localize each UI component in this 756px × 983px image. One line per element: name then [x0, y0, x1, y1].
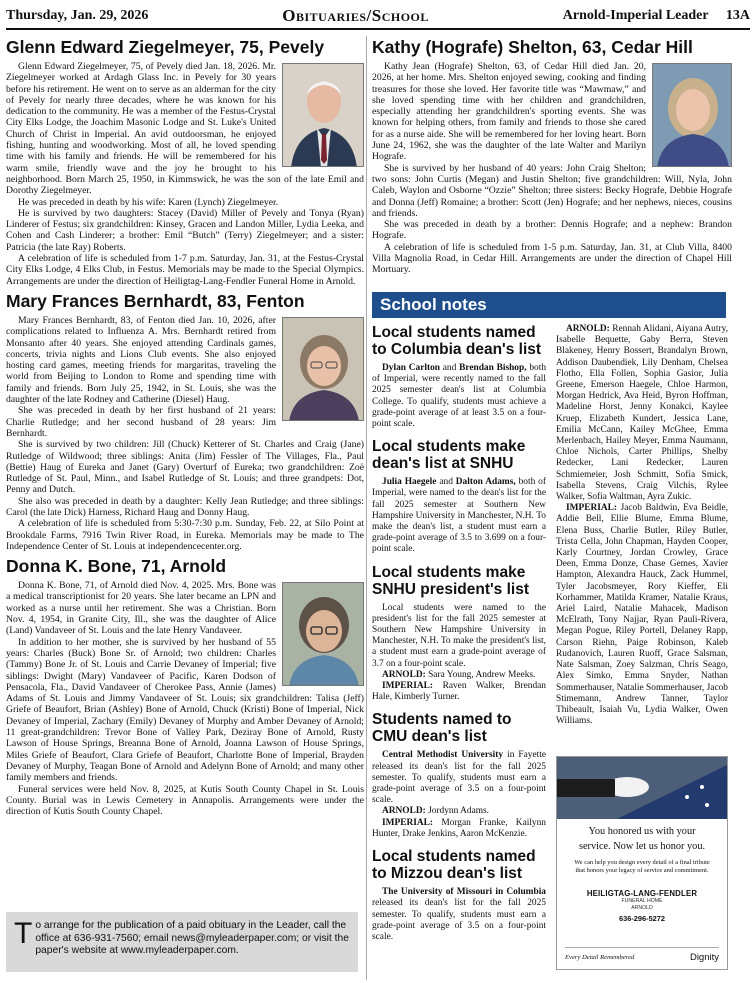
obituary-headline: Mary Frances Bernhardt, 83, Fenton [6, 290, 305, 311]
obituary-headline: Donna K. Bone, 71, Arnold [6, 556, 227, 577]
school-note-paragraph [556, 324, 728, 503]
text-run: Jordynn Adams. [425, 806, 490, 817]
bold-name: Brendan Bishop, [459, 363, 527, 373]
school-note-headline: Local students named to Mizzou dean's list [372, 848, 536, 883]
obituary-paragraph: She was preceded in death by her first husband of 21 years: Charlie Rutledge; and her second husband of 28 years: Jim Bernhardt. [6, 405, 276, 439]
section-title: Obituaries/School [282, 6, 429, 25]
school-notes-banner: School notes [372, 292, 726, 318]
bold-name: The University of Missouri in Columbia [382, 887, 546, 898]
text-run: Rennah Alidani, Aiyana Autry, Isabelle Bequette, Gaby Berra, Steven Blakeney, Henry Bossert, Brandalyn Brown, Addison Daubendiek, Lily Denham, Chelsea Flotho, Ella Follen, Sophia Gasior, Julia Greene, Emerson Haegele, Chloe Harmon, Morgan Hedrick, Ava Heid, Byron Hoffman, Madeline Horst, Jenny Konakci, Kaylee Kruep, Elizabeth Kundert, Jessica Lane, Emilia McCann, Kailey McGhee, Emma Merlenbach, Hailey Meyer, Emma Naumann, Chloe Nichols, Carter Phillips, Shelby Redecker, Lani Redecker, Lauren Schmiemeier, Josh Schmitt, Sofia Smick, Isabella Stevens, Craig Vilchis, Rylee Walker, Sofia Waltman, Ayra Zukic. [556, 324, 728, 503]
obituary-notice-box [6, 912, 358, 972]
ad-footer [565, 947, 719, 963]
page-header [6, 4, 750, 30]
woman-portrait-icon [653, 64, 732, 167]
bold-name: Central Methodist University [382, 750, 504, 761]
school-note-headline: Local students make SNHU president's list [372, 563, 529, 598]
ad-headline-2: service. Now let us honor you. [578, 841, 706, 852]
text-run: released its dean's list for the fall 2025 semester. To qualify, students must earn a grade-point average of 3.5 on a four-point scale. [372, 898, 546, 942]
obituaries-left-column [6, 34, 364, 817]
school-note-headline: Local students named to Columbia dean's list [372, 324, 542, 358]
portrait-photo [282, 317, 364, 421]
phone-number: 636-296-5272 [618, 914, 666, 924]
obituary-shelton [372, 37, 732, 276]
text-run: both of Imperial, were named to the dean's list for the fall 2025 semester at Southern New Hampshire University in Manchester, N.H. To make the dean's list, a student must earn a grade-point average of 3.5 to 3.699 on a four-point scale. [372, 477, 546, 555]
obituary-bernhardt [6, 291, 364, 552]
school-note [372, 848, 546, 943]
notice-drop-cap: T [14, 917, 33, 950]
school-note [372, 324, 546, 430]
school-note-paragraph: Local students were named to the president's list for the fall 2025 semester at Southern New Hampshire University in Manchester, N.H. To make the president's list, a student must earn a grade-point average of 3.7 on a four-point scale. [372, 602, 546, 669]
dignity-logo: Dignity [689, 952, 719, 963]
woman-portrait-icon [283, 318, 364, 421]
portrait-photo [282, 63, 364, 167]
school-note-paragraph [372, 887, 546, 943]
obituary-paragraph: A celebration of life is scheduled from 1-5 p.m. Saturday, Jan. 31, at Club Villa, 8400 Villa Magnolia Road, in Cedar Hill. Arrangements are under the direction of Chapel Hill Mortuary. [372, 241, 732, 276]
school-note-paragraph [372, 670, 546, 681]
issue-date: Thursday, Jan. 29, 2026 [6, 8, 149, 23]
man-portrait-icon [283, 64, 364, 167]
text-run: Raven Walker, Brendan Hale, Kimberly Turner. [372, 681, 546, 703]
school-note-paragraph [372, 750, 546, 806]
obituary-ziegelmeyer [6, 37, 364, 287]
obituary-bone [6, 556, 364, 817]
obituary-paragraph: Mary Frances Bernhardt, 83, of Fenton died Jan. 10, 2026, after complications related to Influenza A. Mrs. Bernhardt retired from Monsanto after 40 years. She enjoyed attending Cardinals games, concerts, trivia nights and Lions Club events. She also enjoyed hosting card games, meeting friends for margaritas, traveling the world from Beijing to London to Rome and spending time with family and friends. Born July 25, 1942, in St. Louis, she was the daughter of the late Rodney and Catherine (Diesel) Haug. [6, 314, 276, 406]
obituary-paragraph: She is survived by her husband of 40 years: John Craig Shelton; two sons: John Curtis (Megan) and Justin Shelton; five grandchildren: Will, Nyla, John Caleb, Waylon and Osborne “Ozzie” Shelton; three sisters: Becky Hografe, Debbie Hografe and Donna (Jeff) Romaine; a brother: Scott (Jen) Hografe; and her nephews, nieces, cousins and friends. [372, 162, 732, 219]
text-run: and [436, 477, 456, 488]
text-run: both of Imperial, were recently named to the fall 2025 semester dean's list at Columbia College. To qualify, students must achieve a grade-point average of at least 3.5 on a four-point scale. [372, 363, 547, 430]
obituaries-right-column [372, 34, 732, 276]
obituary-paragraph: Funeral services were held Nov. 8, 2025, at Kutis South County Chapel in St. Louis County. Burial was in Lewis Cemetery in Annapolis. Arrangements were under the direction of Kutis South County Chapel. [6, 783, 364, 818]
obituary-paragraph: She is survived by two children: Jill (Chuck) Ketterer of St. Charles and Craig (Jane) Rutledge of Wildwood; three siblings: Anita (Jim) Fessler of The Villages, Fla., Paul (Bettie) Haug of Eureka and Janet (Gary) Overturf of Eureka; two grandchildren: Zoë Rutledge of St. Paul, Minn., and Isabel Rutledge of St. Louis; and three grandpets: Dot, Penny and Dutch. [6, 439, 364, 496]
text-run: and [439, 363, 460, 373]
text-run: in Fayette released its dean's list for the fall 2025 semester. To qualify, students must earn a grade-point average of 3.5 on a four-point scale. [372, 750, 546, 806]
text-run: Morgan Franke, Kailynn Hunter, Drake Jenkins, Aaron McKenzie. [372, 817, 546, 839]
bold-name: Dylan Carlton [382, 363, 440, 373]
bold-town: IMPERIAL: [566, 503, 618, 514]
logo-location: ARNOLD [631, 905, 653, 912]
school-notes-column-b [556, 324, 728, 727]
bold-town: ARNOLD: [382, 806, 426, 817]
bold-town: ARNOLD: [566, 324, 610, 334]
school-note-paragraph [372, 363, 546, 430]
obituary-paragraph: He was preceded in death by his wife: Karen (Lynch) Ziegelmeyer. [18, 196, 279, 208]
school-note [372, 564, 546, 704]
obituary-paragraph: He is survived by two daughters: Stacey (David) Miller of Pevely and Tonya (Ryan) Linderer of Festus; six grandchildren: Kinsey, Gracen and Landon Miller, Lydia Leeka, and Cohen and Cash Linderer; a brother: Emil “Butch” (Terry) Ziegelmeyer; and a sister: Patricia (the late Ray) Roberts. [6, 207, 364, 253]
obituary-headline: Kathy (Hografe) Shelton, 63, Cedar Hill [372, 37, 693, 57]
column-divider [366, 36, 367, 980]
obituary-paragraph: She was preceded in death by a brother: Dennis Hografe; and a nephew: Brandon Hografe. [372, 219, 732, 242]
bold-name: Dalton Adams, [455, 477, 516, 488]
ad-headline-1: You honored us with your [588, 826, 696, 837]
bold-name: Julia Haegele [382, 477, 437, 488]
obituary-paragraph: She also was preceded in death by a daughter: Kelly Jean Rutledge; and three siblings: Carol (the late Dick) Harness, Richard Haug and Donny Haug. [6, 495, 364, 518]
text-run: Jacob Baldwin, Eva Beidle, Addie Bell, Ellie Blume, Emma Blume, Elena Buss, Charlie Butler, Riley Butler, Trista Cella, John Chapman, Hayden Cooper, Karly Courtney, Jordan Crowley, Grace Deen, Emma Donze, Chase Gemes, Xavier Hampton, Alexandra Hauck, Zack Hummel, Tyler Jacobsmeyer, Rory Kieffer, Eli Korhammer, Matilda Kramer, Natalie Kraus, Ariel Laird, Natalie Mahacek, Madison McElrath, Tony Najjar, Ryan Pauli-Rivera, Megan Pogue, Riley Portell, Delaney Rapp, Carson Riehn, Paige Robinson, Kaleb Rudanovich, Lauren Ruoff, Grace Salsman, Nate Salsman, Zoey Salzman, Chris Seago, Alex Simko, Emma Snyder, Nathan Sommerhauser, Natalie Sommerhauser, Jacob Stimemann, Andrew Tanner, Taylor Thibeault, Isaiah Vu, Lydia Walker, Owen Williams. [556, 503, 728, 727]
school-note-paragraph [372, 806, 546, 817]
flag-photo [557, 757, 727, 819]
funeral-home-logo: HEILIGTAG-LANG-FENDLER [586, 889, 698, 899]
logo-subtitle: FUNERAL HOME [621, 898, 663, 905]
text-run: Sara Young, Andrew Meeks. [425, 669, 536, 680]
bold-town: ARNOLD: [382, 669, 426, 680]
portrait-photo [282, 582, 364, 686]
obituary-paragraph: Glenn Edward Ziegelmeyer, 75, of Pevely died Jan. 18, 2026. Mr. Ziegelmeyer worked at Ardagh Glass Inc. in Pevely for 30 years before his retirement. He went on to serve as an alderman for the city of Pevely for nearly three decades, where he was known for his dedication to the community. He was a member of the Festus-Crystal City Elks Lodge, the Joachim Masonic Lodge and St. Luke's United Church of Christ in Imperial. An avid outdoorsman, he enjoyed fishing, hunting and woodworking. Most of all, he loved spending time with his family and friends. He will be remembered for his warm smile, friendly wave and the joy he brought to his neighborhood. Born March 25, 1950, in Kimmswick, he was the son of the late Emil and Dorothy Ziegelmeyer. [6, 61, 364, 197]
funeral-home-advertisement [556, 756, 728, 970]
obituary-paragraph: In addition to her mother, she is survived by her husband of 55 years: Charles (Buck) Bone Sr. of Arnold; two children: Charles (Tammy) Bone Jr. of St. Louis and Carrie Devaney of Imperial; five siblings: Dwight (Mary) Vandaveer of Pacific, Karen Dodson of Pensacola, Fla., David Vandaveer of Cherokee Pass, Annie (James) Adams of St. Louis and Jimmy Vandaveer of St. Louis; six grandchildren: Talisa (Jeff) Griefe of Beaufort, Brian (Ashley) Bone of Arnold, Chuck (Kristi) Bone of Imperial, Nick Devaney of Imperial, Zachary (Emily) Devaney of Murphy and Amber Devaney of Arnold; 11 great-grandchildren: Trevor Bone of Valley Park, Deziray Bone of Arnold, Rusty Lawson of House Springs, Breanna Bone of Arnold, Joanna Lawson of House Springs, Miles Griefe of Beaufort, Clara Griefe of Beaufort, Charlotte Bone of Imperial, Brayden Devaney of Murphy, Teagan Bone of Arnold and Adelynn Bone of Arnold; and many other family members and friends. [6, 636, 364, 784]
ad-tagline: Every Detail Remembered [565, 954, 635, 961]
school-note [372, 438, 546, 555]
school-note-paragraph [372, 681, 546, 703]
page-number: 13A [725, 8, 750, 23]
obituary-headline: Glenn Edward Ziegelmeyer, 75, Pevely [6, 37, 325, 57]
school-note [372, 711, 546, 840]
school-note-paragraph [372, 477, 546, 555]
folded-flag-icon [557, 757, 727, 819]
notice-text: o arrange for the publication of a paid obituary in the Leader, call the office at 636-931-7560; email news@myleaderpaper.com; or visit the paper's website at www.myleaderpaper.com. [35, 920, 349, 956]
paper-name: Arnold-Imperial Leader [562, 8, 709, 23]
school-note-headline: Local students make dean's list at SNHU [372, 438, 526, 473]
bold-town: IMPERIAL: [382, 817, 434, 828]
paper-name-group [563, 8, 750, 24]
ad-body: We can help you design every detail of a final tribute that honors your legacy of service and commitment. [574, 859, 710, 875]
school-note-paragraph [556, 503, 728, 727]
school-note-paragraph [372, 818, 546, 840]
obituary-paragraph: A celebration of life is scheduled from 5:30-7:30 p.m. Sunday, Feb. 22, at Silo Point at Brookdale Farms, 7916 Twin River Road, in Eureka. Memorials may be made to The Independence Center of St. Louis at independencecenter.org. [6, 518, 364, 552]
woman-portrait-icon [283, 583, 364, 686]
obituary-paragraph: A celebration of life is scheduled from 1-7 p.m. Saturday, Jan. 31, at the Festus-Crystal City Elks Lodge, 4 Elks Club, in Festus. Memorials may be made to the Special Olympics. Arrangements are under the direction of Heiligtag-Lang-Fendler Funeral Home in Arnold. [6, 253, 364, 287]
school-notes-column-a [372, 324, 546, 943]
school-note-headline: Students named to CMU dean's list [372, 711, 512, 746]
portrait-photo [652, 63, 732, 167]
obituary-paragraph: Donna K. Bone, 71, of Arnold died Nov. 4, 2025. Mrs. Bone was a medical transcriptionist for 20 years. She later became an LPN and worked as a nurse until her retirement. She was a Christian. Born Nov. 4, 1954, in Granite City, Ill., she was the daughter of Alice (Land) Vandaveer of St. Louis and the late Henry Vandaveer. [6, 580, 276, 637]
obituary-paragraph: Kathy Jean (Hografe) Shelton, 63, of Cedar Hill died Jan. 20, 2026, at her home. Mrs. Shelton enjoyed sewing, cooking and finding treasures for those she loved. Her favorite title was “Mawmaw,” and she loved spending time with her children and grandchildren, especially attending her grandchildren's sporting events. She was known for helping others, from family and friends to those she cared for as a nurse aide. She will be remembered for her loving heart. Born June 24, 1962, she was the daughter of the late Walter and Marilyn Hografe. [372, 61, 646, 163]
bold-town: IMPERIAL: [382, 681, 434, 692]
